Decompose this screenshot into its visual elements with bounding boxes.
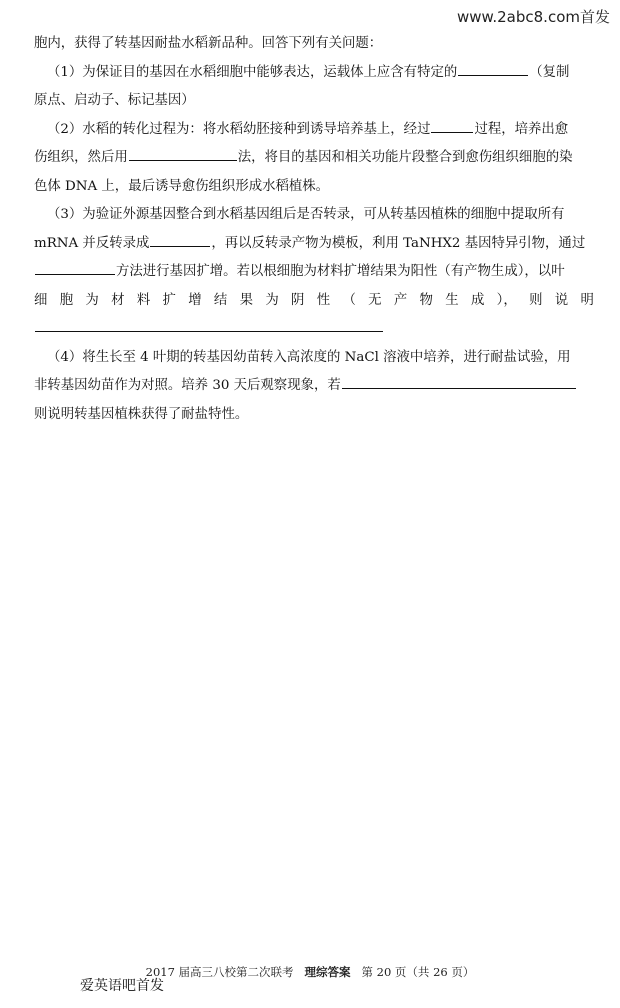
q3-line-4-char: 细	[34, 292, 48, 308]
q2-text-b: 过程，培养出愈	[474, 121, 569, 137]
q3-line-4-char: 说	[554, 292, 569, 308]
q3-text-a: mRNA 并反转录成	[34, 235, 150, 251]
q3-line-4-char: ），	[496, 292, 517, 308]
q1-line-1	[34, 59, 594, 88]
q2-answer-blank-1[interactable]	[431, 116, 473, 133]
q3-line-4-char: 结	[213, 292, 228, 308]
q3-line-3	[34, 258, 594, 287]
q3-line-4-char: 性	[316, 292, 331, 308]
q4-text-a: 非转基因幼苗作为对照。培养 30 天后观察现象，若	[34, 378, 341, 393]
q3-line-4-char: 胞	[59, 292, 74, 308]
q3-line-4-char: 成	[470, 292, 485, 308]
q2-line-1	[34, 116, 594, 145]
q2-answer-blank-2[interactable]	[129, 144, 237, 161]
q4-line-2	[34, 372, 594, 401]
q2-line-2	[34, 144, 594, 173]
q1-line-2: 原点、启动子、标记基因）	[34, 93, 195, 108]
q3-line-4-char: 扩	[162, 292, 176, 308]
q4-line-3: 则说明转基因植株获得了耐盐特性。	[34, 406, 249, 422]
q3-line-4-char: 料	[136, 292, 151, 308]
question-body	[34, 30, 594, 429]
q3-line-4-char: 为	[265, 292, 279, 308]
q1-answer-blank[interactable]	[458, 59, 528, 76]
q3-answer-blank-1[interactable]	[150, 230, 210, 247]
q3-answer-blank-3[interactable]	[35, 315, 383, 332]
q3-line-4-char: 产	[393, 292, 408, 308]
q2-text-c: 伤组织，然后用	[34, 150, 128, 165]
q4-answer-blank[interactable]	[342, 372, 576, 389]
watermark: www.2abc8.com首发	[456, 8, 610, 26]
q3-line-4-char: 明	[580, 292, 594, 308]
q3-text-b: ，再以反转录产物为模板，利用 TaNHX2 基因特异引物，通过	[211, 235, 586, 251]
footer-note: 爱英语吧首发	[80, 978, 164, 994]
q1-text-a: （1）为保证目的基因在水稻细胞中能够表达，运载体上应含有特定的	[47, 64, 458, 80]
q3-line-4-char: 物	[419, 292, 433, 308]
q3-line-5	[34, 315, 594, 344]
q3-line-4-char: 果	[239, 292, 254, 308]
q3-line-4-char: （	[342, 292, 356, 308]
q3-line-4-char: 材	[111, 292, 125, 308]
q2-text-a: （2）水稻的转化过程为：将水稻幼胚接种到诱导培养基上，经过	[47, 121, 431, 137]
intro-line: 胞内，获得了转基因耐盐水稻新品种。回答下列有关问题：	[34, 36, 383, 51]
footer-subject: 理综答案	[304, 965, 351, 979]
q3-line-4-char: 增	[188, 292, 202, 308]
q3-line-4-char: 则	[529, 292, 543, 308]
q2-line-3: 色体 DNA 上，最后诱导愈伤组织形成水稻植株。	[34, 178, 330, 194]
q3-line-4	[34, 287, 594, 316]
footer-page: 第 20 页（共 26 页）	[361, 965, 475, 979]
q3-line-4-char: 为	[85, 292, 99, 308]
q4-line-1: （4）将生长至 4 叶期的转基因幼苗转入高浓度的 NaCl 溶液中培养，进行耐盐试验，用	[47, 349, 571, 365]
q3-line-2	[34, 230, 594, 259]
q3-line-4-char: 无	[368, 292, 382, 308]
q2-text-d: 法，将目的基因和相关功能片段整合到愈伤组织细胞的染	[237, 150, 573, 165]
q3-line-4-char: 阴	[291, 292, 305, 308]
q3-text-c: 方法进行基因扩增。若以根细胞为材料扩增结果为阳性（有产物生成），以叶	[116, 264, 565, 279]
q3-line-4-char: 生	[445, 292, 459, 308]
footer-exam: 2017 届高三八校第二次联考	[145, 965, 294, 979]
q3-line-1: （3）为验证外源基因整合到水稻基因组后是否转录，可从转基因植株的细胞中提取所有	[47, 207, 565, 222]
q1-text-b: （复制	[529, 64, 570, 80]
q3-answer-blank-2[interactable]	[35, 258, 115, 275]
